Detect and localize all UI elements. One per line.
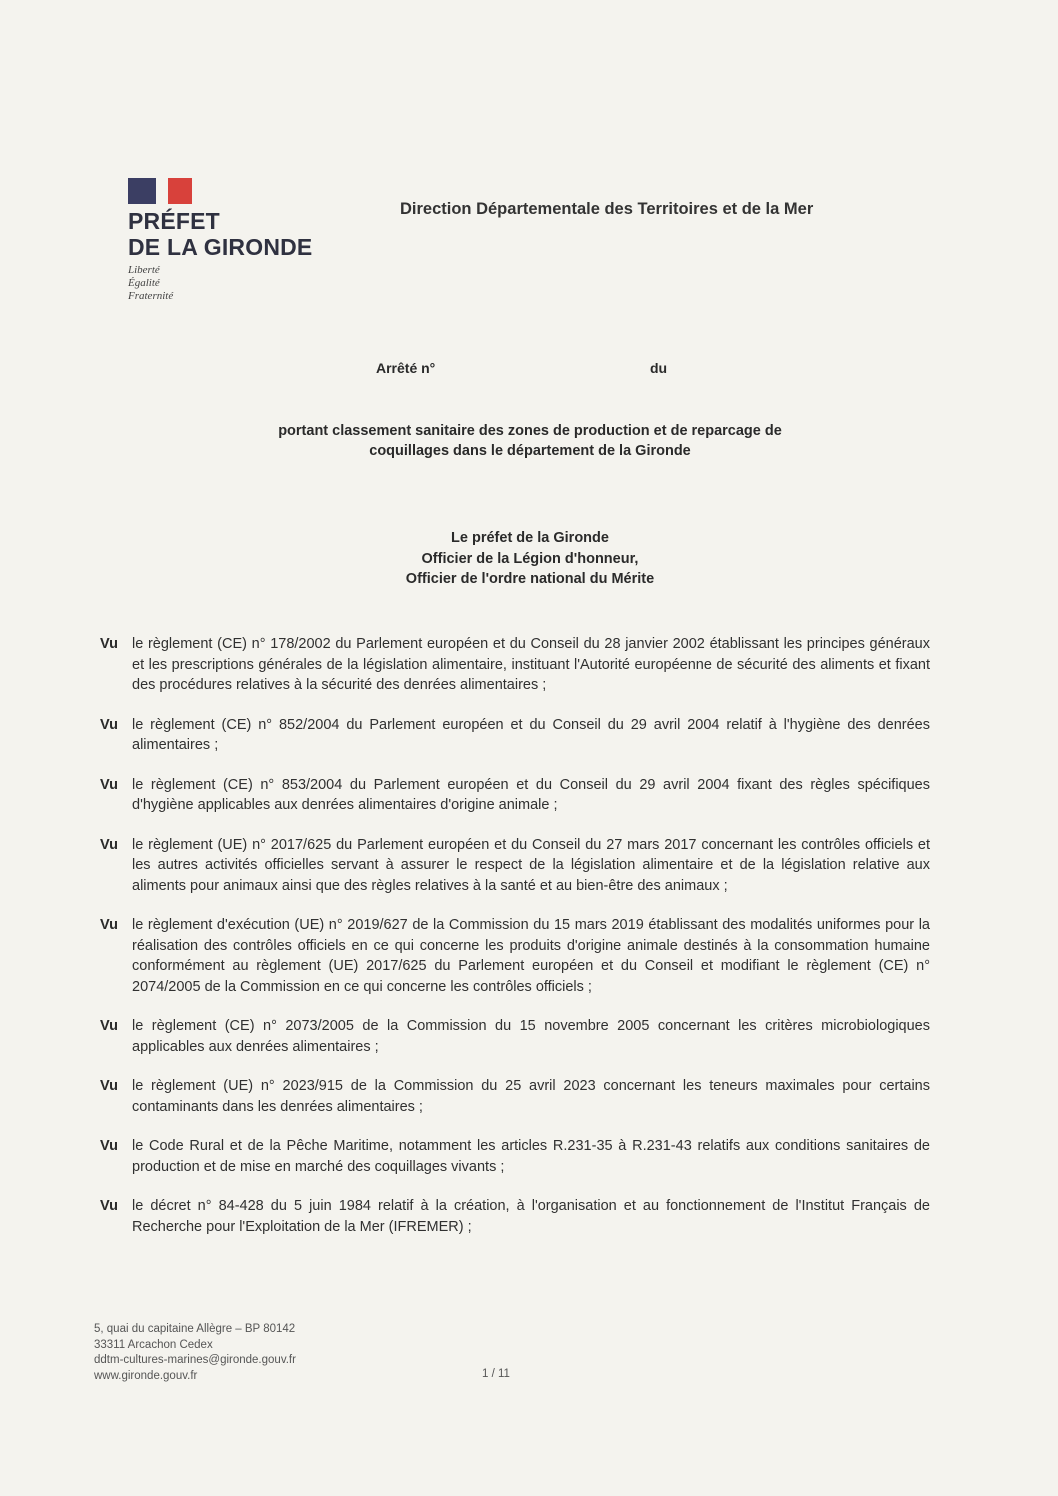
logo-title [128,208,338,260]
consideration-item [100,1076,930,1117]
consideration-item [100,1196,930,1237]
considerations-list [100,634,930,1256]
consideration-text: le règlement (CE) n° 178/2002 du Parlement européen et du Conseil du 28 janvier 2002 établissant les principes généraux et les prescriptions générales de la législation alimentaire, instituant l'Autorité européenne de sécurité des aliments et fixant des procédures relatives à la sécurité des denrées alimentaires ; [132,636,930,693]
consideration-item [100,1136,930,1177]
subject-line-2: coquillages dans le département de la Gironde [369,443,691,459]
consideration-item [100,1016,930,1057]
consideration-text: le décret n° 84-428 du 5 juin 1984 relatif à la création, à l'organisation et au fonctionnement de l'Institut Français de Recherche pour l'Exploitation de la Mer (IFREMER) ; [132,1198,930,1235]
vu-label: Vu [100,636,118,652]
consideration-item [100,775,930,816]
motto-egalite: Égalité [128,277,160,289]
vu-label: Vu [100,776,118,793]
consideration-item [100,835,930,897]
motto-liberte: Liberté [128,264,160,276]
consideration-text: le règlement d'exécution (UE) n° 2019/627 de la Commission du 15 mars 2019 établissant des modalités uniformes pour la réalisation des contrôles officiels en ce qui concerne les produits d'origine animale destinés à la consommation humaine conformément au règlement (UE) 2017/625 du Parlement européen et du Conseil et modifiant le règlement (CE) n° 2074/2005 de la Commission en ce qui concerne les contrôles officiels ; [132,917,930,995]
consideration-item [100,715,930,756]
vu-label: Vu [100,1198,118,1214]
vu-label: Vu [100,917,118,933]
consideration-text: le règlement (UE) n° 2017/625 du Parlement européen et du Conseil du 27 mars 2017 concernant les contrôles officiels et les autres activités officielles servant à assurer le respect de la législation alimentaire et de la législation relative aux aliments pour animaux ainsi que des règles relatives à la santé et au bien-être des animaux ; [132,836,930,894]
issuing-authority [250,528,810,590]
motto-fraternite: Fraternité [128,290,174,302]
footer-website: www.gironde.gouv.fr [94,1369,198,1382]
footer-email: ddtm-cultures-marines@gironde.gouv.fr [94,1354,296,1366]
consideration-text: le règlement (CE) n° 853/2004 du Parlement européen et du Conseil du 29 avril 2004 fixant des règles spécifiques d'hygiène applicables aux denrées alimentaires d'origine animale ; [132,776,930,813]
arrete-number-label: Arrêté n° [376,360,436,376]
arrete-date-label: du [650,360,668,376]
prefecture-logo [128,178,338,303]
authority-line-3: Officier de l'ordre national du Mérite [405,571,655,587]
issuing-direction: Direction Départementale des Territoires et de la Mer [400,200,814,218]
logo-line-2: DE LA GIRONDE [128,234,313,260]
authority-line-1: Le préfet de la Gironde [451,530,609,546]
consideration-text: le Code Rural et de la Pêche Maritime, notamment les articles R.231-35 à R.231-43 relatifs aux conditions sanitaires de production et de mise en marché des coquillages vivants ; [132,1138,930,1175]
footer-contact [94,1322,296,1384]
consideration-item [100,915,930,997]
footer-address-line-2: 33311 Arcachon Cedex [94,1338,213,1351]
consideration-text: le règlement (CE) n° 2073/2005 de la Commission du 15 novembre 2005 concernant les critères microbiologiques applicables aux denrées alimentaires ; [132,1018,930,1055]
republic-motto [128,264,338,303]
logo-line-1: PRÉFET [128,208,220,234]
page-number: 1 / 11 [482,1368,510,1380]
consideration-text: le règlement (UE) n° 2023/915 de la Commission du 25 avril 2023 concernant les teneurs maximales pour certains contaminants dans les denrées alimentaires ; [132,1078,930,1115]
vu-label: Vu [100,1138,118,1154]
vu-label: Vu [100,716,118,733]
subject-line-1: portant classement sanitaire des zones de production et de reparcage de [278,423,782,439]
consideration-item [100,634,930,696]
consideration-text: le règlement (CE) n° 852/2004 du Parlement européen et du Conseil du 29 avril 2004 relatif à l'hygiène des denrées alimentaires ; [132,716,930,753]
marianne-flag-icon [128,178,192,204]
vu-label: Vu [100,836,118,853]
vu-label: Vu [100,1078,118,1094]
authority-line-2: Officier de la Légion d'honneur, [421,550,639,567]
vu-label: Vu [100,1018,118,1034]
footer-address-line-1: 5, quai du capitaine Allègre – BP 80142 [94,1323,296,1335]
arrete-subject [200,421,860,461]
